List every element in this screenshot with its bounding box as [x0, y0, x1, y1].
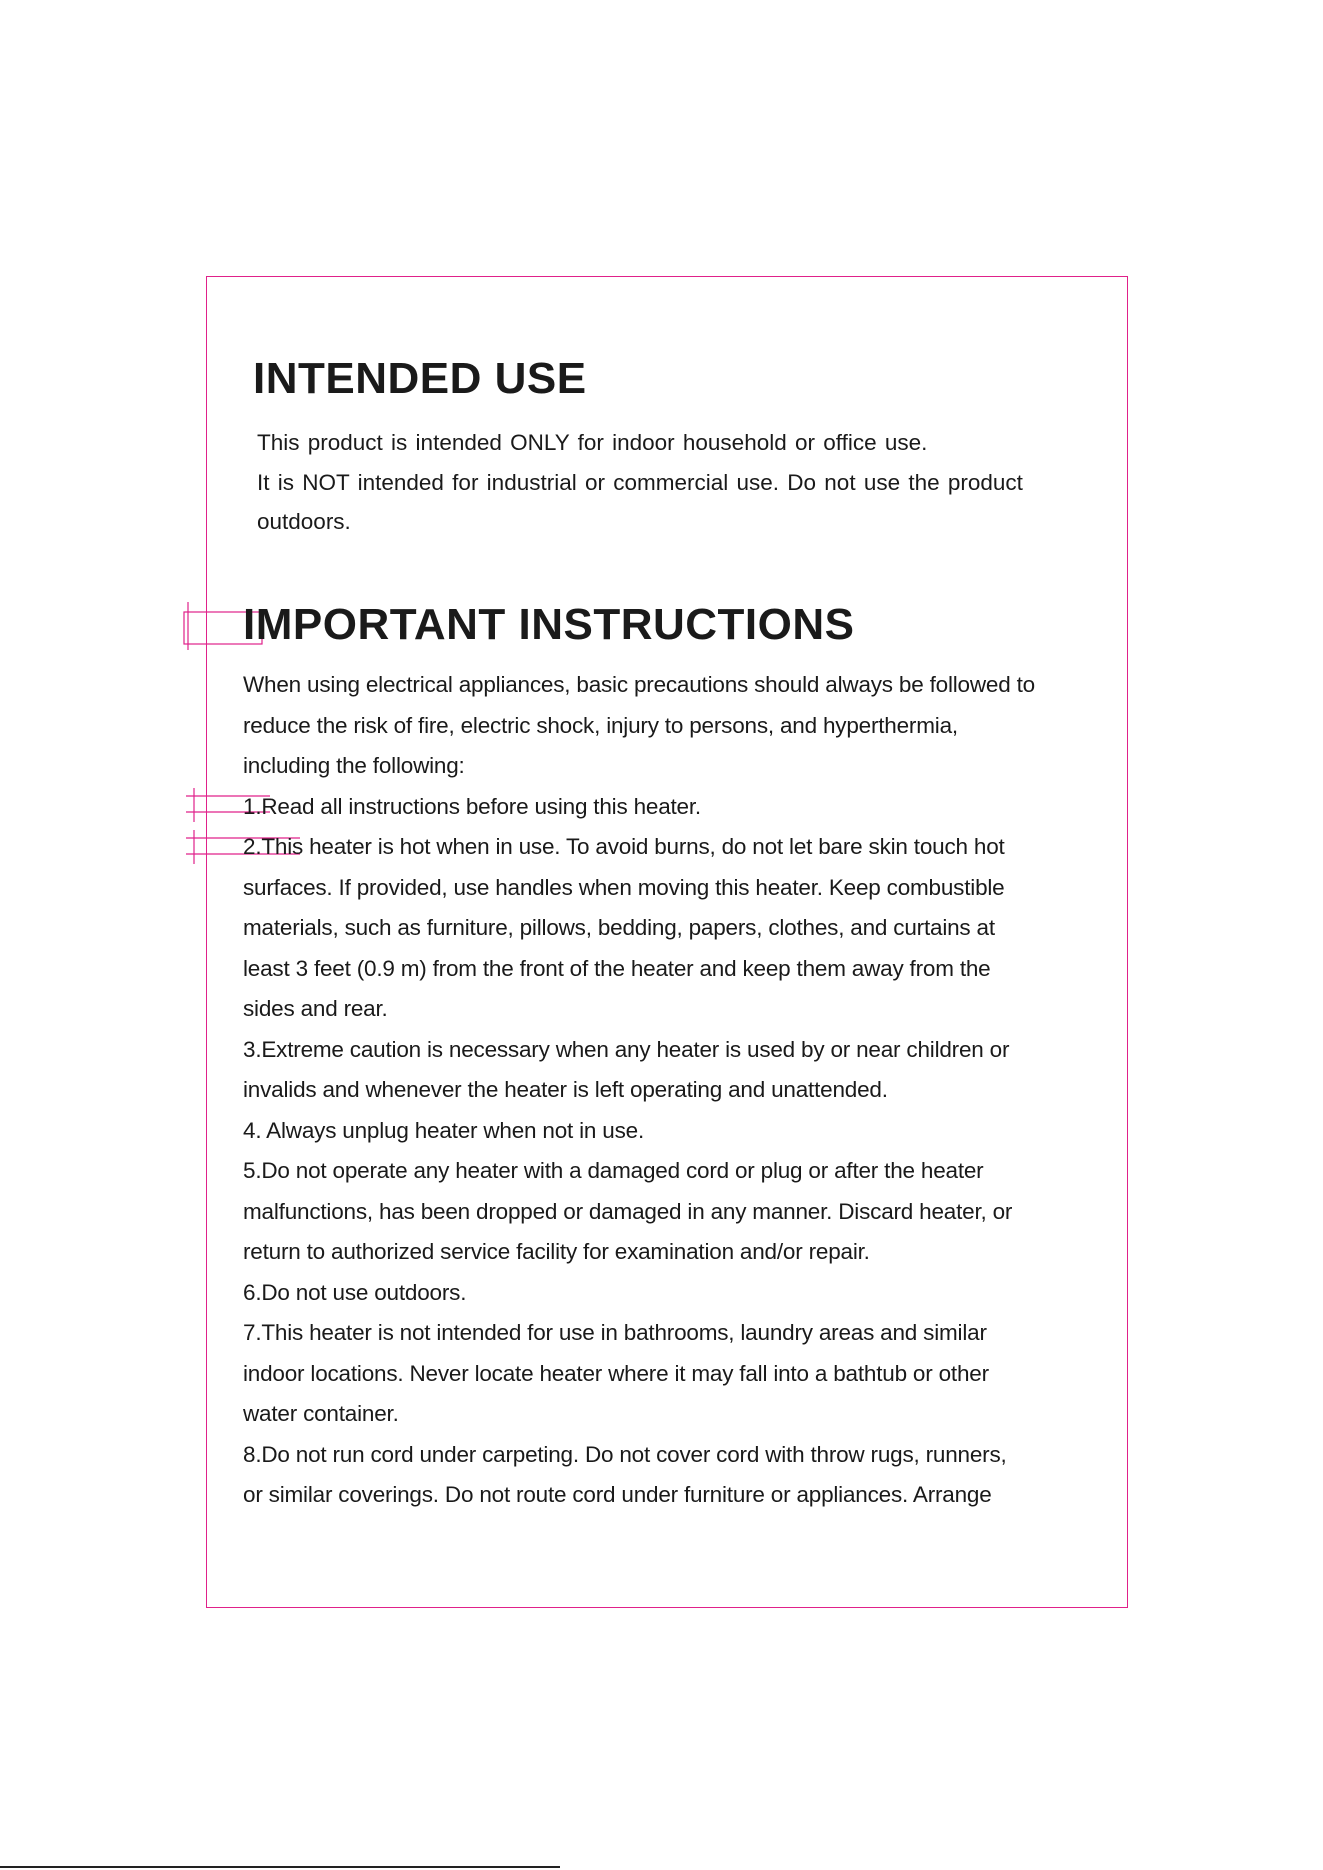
page-frame — [206, 276, 1128, 1608]
instruction-line: surfaces. If provided, use handles when moving this heater. Keep combustible — [243, 874, 1005, 900]
instruction-line: 7.This heater is not intended for use in bathrooms, laundry areas and similar — [243, 1320, 987, 1345]
instruction-line: When using electrical appliances, basic precautions should always be followed to — [243, 672, 1035, 697]
important-instructions-body — [243, 665, 1093, 1516]
instruction-line: reduce the risk of fire, electric shock, injury to persons, and hyperthermia, — [243, 712, 958, 738]
intended-use-line: This product is intended ONLY for indoor household or office use. — [257, 430, 928, 455]
instruction-line: 2.This heater is hot when in use. To avoid burns, do not let bare skin touch hot — [243, 834, 1005, 859]
bottom-rule — [0, 1866, 560, 1868]
instruction-line: indoor locations. Never locate heater where it may fall into a bathtub or other — [243, 1360, 989, 1386]
instruction-line: 4. Always unplug heater when not in use. — [243, 1117, 645, 1143]
instruction-line: 3.Extreme caution is necessary when any heater is used by or near children or — [243, 1036, 1010, 1062]
instruction-line: 5.Do not operate any heater with a damaged cord or plug or after the heater — [243, 1158, 984, 1183]
instruction-line: 6.Do not use outdoors. — [243, 1279, 467, 1305]
instruction-line: materials, such as furniture, pillows, bedding, papers, clothes, and curtains at — [243, 915, 995, 940]
instruction-line: 1.Read all instructions before using this heater. — [243, 793, 701, 819]
important-instructions-title: IMPORTANT INSTRUCTIONS — [243, 600, 855, 649]
instruction-line: water container. — [243, 1401, 399, 1426]
instruction-line: including the following: — [243, 753, 465, 778]
intended-use-title: INTENDED USE — [253, 354, 587, 403]
instruction-line: return to authorized service facility for examination and/or repair. — [243, 1239, 870, 1264]
intended-use-line: outdoors. — [257, 509, 351, 534]
instruction-line: or similar coverings. Do not route cord under furniture or appliances. Arrange — [243, 1482, 992, 1507]
instruction-line: least 3 feet (0.9 m) from the front of the heater and keep them away from the — [243, 955, 991, 981]
important-instructions-section — [207, 600, 1127, 1516]
instruction-line: invalids and whenever the heater is left operating and unattended. — [243, 1077, 888, 1102]
instruction-line: malfunctions, has been dropped or damaged in any manner. Discard heater, or — [243, 1198, 1013, 1224]
instruction-line: sides and rear. — [243, 996, 388, 1021]
intended-use-section — [207, 354, 1127, 542]
intended-use-line: It is NOT intended for industrial or commercial use. Do not use the product — [257, 469, 1023, 495]
intended-use-body — [253, 423, 1127, 542]
instruction-line: 8.Do not run cord under carpeting. Do not cover cord with throw rugs, runners, — [243, 1441, 1007, 1467]
